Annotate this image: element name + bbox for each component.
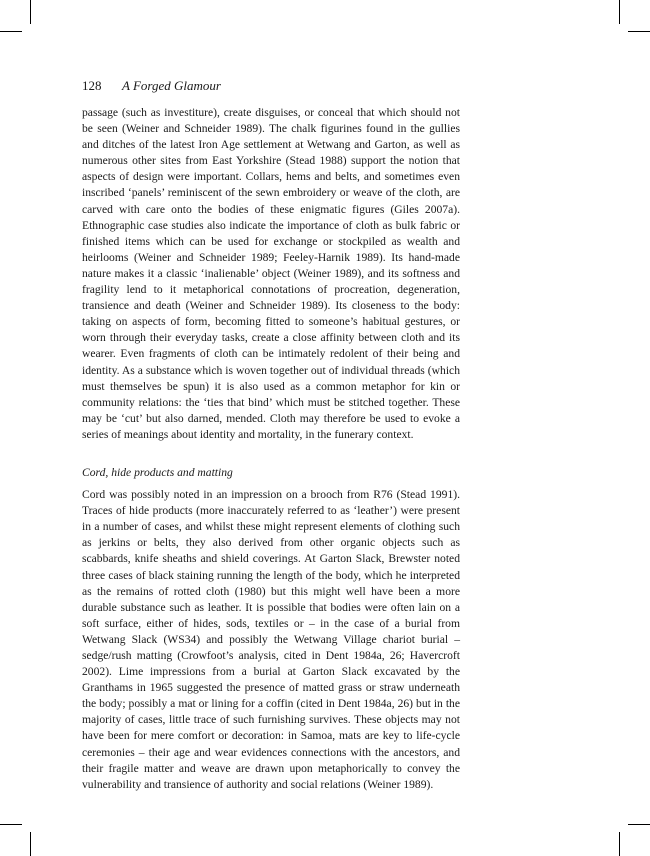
crop-mark-bottom-left-vertical [30,832,31,856]
body-text [82,105,460,793]
paragraph: Cord was possibly noted in an impression on a brooch from R76 (Stead 1991). Traces of hide products (more inaccurately referred to as ‘leather’) were present in a number of cases, and whilst these might represent elements of clothing such as jerkins or belts, they also derived from other organic objects such as scabbards, knife sheaths and shield coverings. At Garton Slack, Brewster noted three cases of black staining running the length of the body, which he interpreted as the remains of rotted cloth (1980) but this might well have been a more durable substance such as leather. It is possible that bodies were often lain on a soft surface, either of hides, sods, textiles or – in the case of a burial from Wetwang Slack (WS34) and possibly the Wetwang Village chariot burial – sedge/rush matting (Crowfoot’s analysis, cited in Dent 1984a, 26; Havercroft 2002). Lime impressions from a burial at Garton Slack excavated by the Granthams in 1965 suggested the presence of matted grass or straw underneath the body; possibly a mat or lining for a coffin (cited in Dent 1984a, 26) but in the majority of cases, little trace of such furnishing survives. These objects may not have been for mere comfort or decoration: in Samoa, mats are key to life-cycle ceremonies – their age and wear evidences connections with the ancestors, and their fragile matter and weave are drawn upon metaphorically to convey the vulnerability and transience of authority and social relations (Weiner 1989). [82,488,460,791]
crop-mark-top-right-vertical [619,0,620,24]
crop-mark-top-left-vertical [30,0,31,24]
running-head [82,78,462,94]
crop-mark-bottom-right-vertical [619,832,620,856]
paragraph: passage (such as investiture), create disguises, or conceal that which should not be seen (Weiner and Schneider 1989). The chalk figurines found in the gullies and ditches of the latest Iron Age settlement at Wetwang and Garton, as well as numerous other sites from East Yorkshire (Stead 1988) support the notion that aspects of design were important. Collars, hems and belts, and sometimes even inscribed ‘panels’ reminiscent of the sewn embroidery or weave of the cloth, are carved with care onto the bodies of these enigmatic figures (Giles 2007a). Ethnographic case studies also indicate the importance of cloth as bulk fabric or finished items which can be used for exchange or stockpiled as wealth and heirlooms (Weiner and Schneider 1989; Feeley-Harnik 1989). Its hand-made nature makes it a classic ‘inalienable’ object (Weiner 1989), and its softness and fragility lend to it metaphorical connotations of procreation, degeneration, transience and death (Weiner and Schneider 1989). Its closeness to the body: taking on aspects of form, becoming fitted to someone’s habitual gestures, or worn through their everyday tasks, create a close affinity between cloth and its wearer. Even fragments of cloth can be intimately redolent of their being and identity. As a substance which is woven together out of individual threads (which must themselves be spun) it is also used as a common metaphor for kin or community relations: the ‘ties that bind’ which must be stitched together. These may be ‘cut’ but also darned, mended. Cloth may therefore be used to evoke a series of meanings about identity and mortality, in the funerary context. [82,106,460,441]
crop-mark-top-left-horizontal [0,31,22,32]
crop-mark-bottom-left-horizontal [0,824,22,825]
book-title: A Forged Glamour [122,78,221,93]
crop-mark-top-right-horizontal [628,31,650,32]
page-number: 128 [82,78,102,93]
section-heading: Cord, hide products and matting [82,465,233,479]
crop-mark-bottom-right-horizontal [628,824,650,825]
